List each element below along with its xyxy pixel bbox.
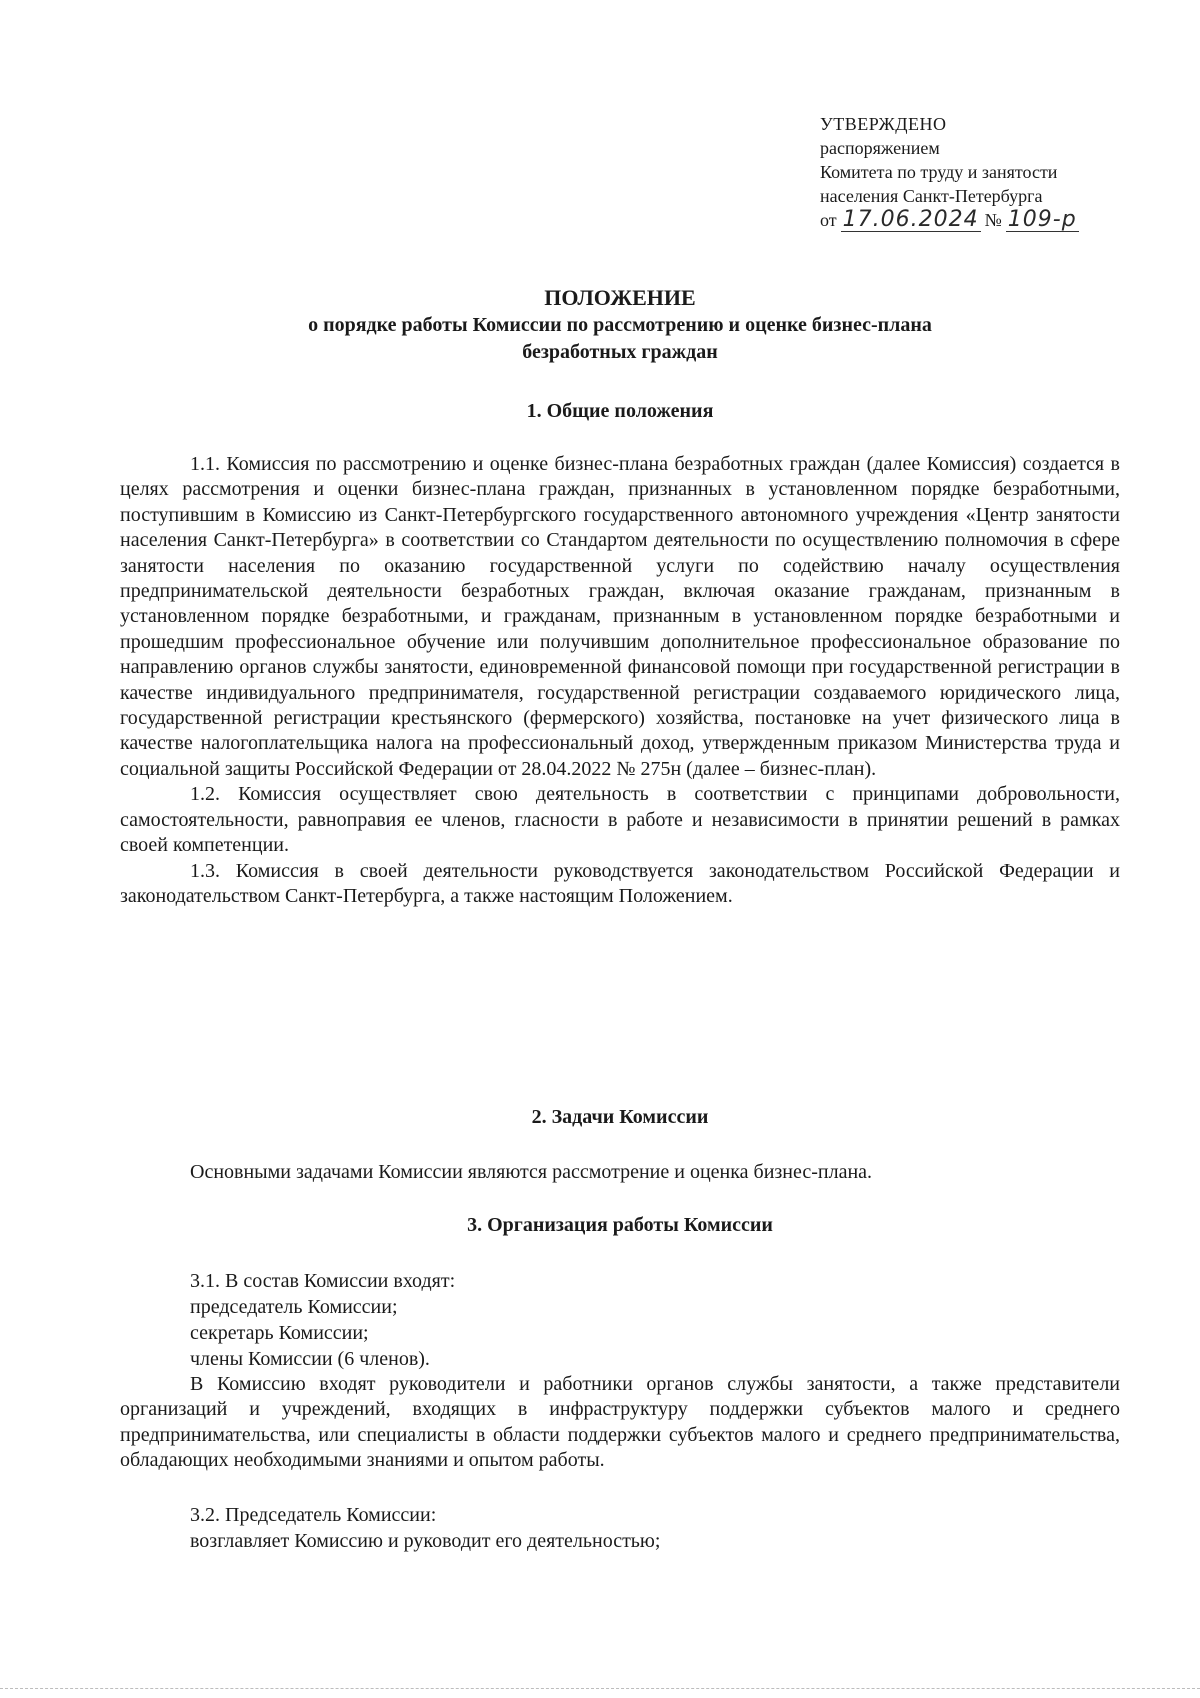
document-title: ПОЛОЖЕНИЕ bbox=[544, 285, 696, 310]
document-subtitle-line-2: безработных граждан bbox=[522, 341, 718, 363]
approval-stamp-block bbox=[820, 112, 1120, 232]
section-3-heading: 3. Организация работы Комиссии bbox=[467, 1214, 773, 1236]
scan-bottom-edge bbox=[0, 1688, 1200, 1689]
paragraph-2-1: Основными задачами Комиссии являются рассмотрение и оценка бизнес-плана. bbox=[190, 1161, 873, 1183]
list-line-members: члены Комиссии (6 членов). bbox=[190, 1348, 430, 1370]
section-1-heading: 1. Общие положения bbox=[526, 400, 714, 422]
list-line-chairman: председатель Комиссии; bbox=[190, 1296, 398, 1318]
approval-heading: УТВЕРЖДЕНО bbox=[820, 114, 947, 134]
approval-date-number-line bbox=[820, 208, 1120, 232]
paragraph-3-composition: В Комиссию входят руководители и работники органов службы занятости, а также представители организаций и учреждений, входящих в инфраструктуру поддержки субъектов малого и среднего предпринимательства, или специалисты в области поддержки субъектов малого и среднего предпринимательства, обладающих необходимыми знаниями и опытом работы. bbox=[120, 1373, 1120, 1472]
section-1-body bbox=[120, 452, 1120, 909]
approval-line-2: Комитета по труду и занятости bbox=[820, 162, 1058, 182]
paragraph-1-1: 1.1. Комиссия по рассмотрению и оценке бизнес-плана безработных граждан (далее Комиссия) создается в целях рассмотрения и оценки бизнес-плана граждан, признанных в установленном порядке безработными, поступившим в Комиссию из Санкт-Петербургского государственного автономного учреждения «Центр занятости населения Санкт-Петербурга» в соответствии со Стандартом деятельности по осуществлению полномочия в сфере занятости населения по оказанию государственной услуги по содействию началу осуществления предпринимательской деятельности безработных граждан, включая оказание гражданам, признанным в установленном порядке безработными, и гражданам, признанным в установленном порядке безработными и прошедшим профессиональное обучение или получившим дополнительное профессиональное образование по направлению органов службы занятости, единовременной финансовой помощи при государственной регистрации в качестве индивидуального предпринимателя, государственной регистрации создаваемого юридического лица, государственной регистрации крестьянского (фермерского) хозяйства, постановке на учет физического лица в качестве налогоплательщика налога на профессиональный доход, утвержденным приказом Министерства труда и социальной защиты Российской Федерации от 28.04.2022 № 275н (далее – бизнес-план). bbox=[120, 453, 1120, 780]
section-2-heading: 2. Задачи Комиссии bbox=[531, 1106, 709, 1128]
handwritten-number: 109-р bbox=[1007, 207, 1077, 232]
section-3-list bbox=[190, 1268, 1120, 1372]
handwritten-date: 17.06.2024 bbox=[842, 207, 979, 232]
section-3-body bbox=[120, 1372, 1120, 1474]
section-3-chairman-lines bbox=[190, 1502, 1120, 1554]
number-prefix: № bbox=[984, 210, 1002, 230]
section-2-body bbox=[120, 1160, 1120, 1185]
approval-line-1: распоряжением bbox=[820, 138, 940, 158]
list-line-secretary: секретарь Комиссии; bbox=[190, 1322, 369, 1344]
document-subtitle-line-1: о порядке работы Комиссии по рассмотрению и оценке бизнес-плана bbox=[308, 314, 932, 336]
list-line-3-1: 3.1. В состав Комиссии входят: bbox=[190, 1270, 456, 1292]
approval-line-3: населения Санкт-Петербурга bbox=[820, 186, 1043, 206]
document-title-block bbox=[120, 284, 1120, 366]
list-line-chairman-duty: возглавляет Комиссию и руководит его деятельностью; bbox=[190, 1530, 661, 1552]
paragraph-1-2: 1.2. Комиссия осуществляет свою деятельность в соответствии с принципами добровольности, самостоятельности, равноправия ее членов, гласности в работе и независимости в принятии решений в рамках своей компетенции. bbox=[120, 783, 1120, 857]
list-line-3-2: 3.2. Председатель Комиссии: bbox=[190, 1504, 437, 1526]
paragraph-1-3: 1.3. Комиссия в своей деятельности руководствуется законодательством Российской Федерации и законодательством Санкт-Петербурга, а также настоящим Положением. bbox=[120, 859, 1120, 907]
date-prefix: от bbox=[820, 210, 837, 230]
